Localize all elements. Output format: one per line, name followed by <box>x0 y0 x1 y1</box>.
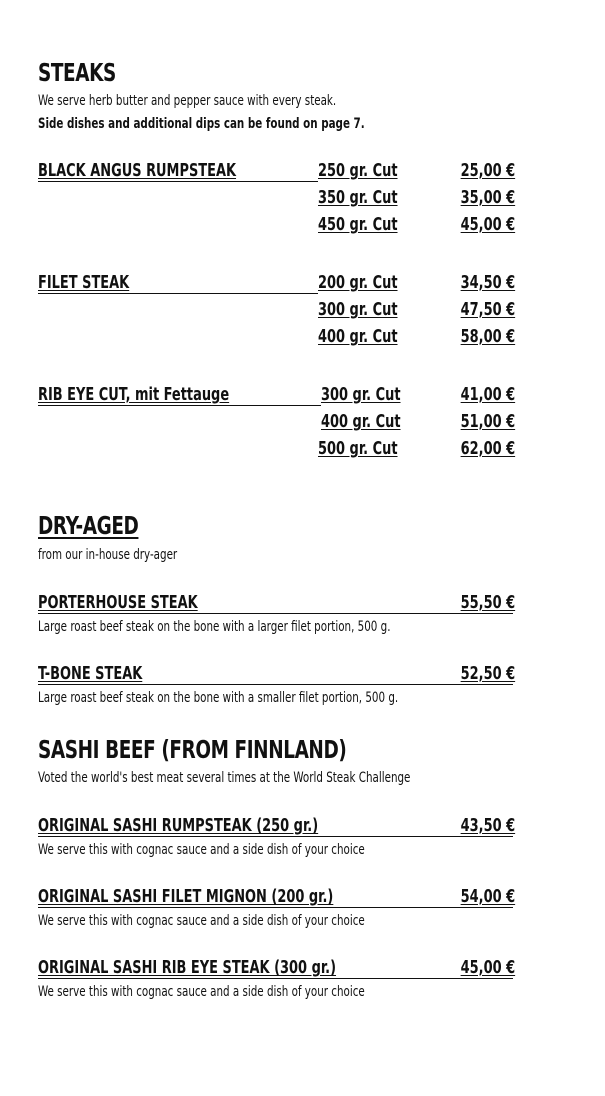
leader-rule <box>38 293 318 294</box>
steaks-intro-line-2: Side dishes and additional dips can be found on page 7. <box>38 116 365 132</box>
cut-label: 300 gr. Cut <box>321 384 401 405</box>
price: 58,00 € <box>460 326 515 347</box>
section-title-dry-aged: DRY-AGED <box>38 511 139 540</box>
leader-rule <box>38 978 513 979</box>
item-name-sashi-rumpsteak: ORIGINAL SASHI RUMPSTEAK (250 gr.) <box>38 815 319 836</box>
price: 47,50 € <box>460 299 515 320</box>
item-name-sashi-rib-eye: ORIGINAL SASHI RIB EYE STEAK (300 gr.) <box>38 957 337 978</box>
price: 41,00 € <box>460 384 515 405</box>
price: 34,50 € <box>460 272 515 293</box>
item-name-porterhouse: PORTERHOUSE STEAK <box>38 592 198 613</box>
cut-label: 300 gr. Cut <box>318 299 398 320</box>
leader-rule <box>38 613 513 614</box>
section-title-steaks: STEAKS <box>38 58 116 87</box>
price: 25,00 € <box>460 160 515 181</box>
price: 45,00 € <box>460 957 515 978</box>
leader-rule <box>38 836 513 837</box>
item-description: We serve this with cognac sauce and a side dish of your choice <box>38 984 365 1000</box>
item-description: Large roast beef steak on the bone with a larger filet portion, 500 g. <box>38 619 391 635</box>
item-name-filet-steak: FILET STEAK <box>38 272 130 293</box>
price: 52,50 € <box>460 663 515 684</box>
item-description: Large roast beef steak on the bone with a smaller filet portion, 500 g. <box>38 690 399 706</box>
cut-label: 250 gr. Cut <box>318 160 398 181</box>
cut-label: 200 gr. Cut <box>318 272 398 293</box>
steaks-intro-line-1: We serve herb butter and pepper sauce with every steak. <box>38 93 337 109</box>
cut-label: 400 gr. Cut <box>321 411 401 432</box>
price: 62,00 € <box>460 438 515 459</box>
price: 51,00 € <box>460 411 515 432</box>
sashi-intro: Voted the world's best meat several times at the World Steak Challenge <box>38 770 411 786</box>
cut-label: 400 gr. Cut <box>318 326 398 347</box>
price: 45,00 € <box>460 214 515 235</box>
cut-label: 450 gr. Cut <box>318 214 398 235</box>
cut-label: 500 gr. Cut <box>318 438 398 459</box>
dry-aged-intro: from our in-house dry-ager <box>38 547 178 563</box>
leader-rule <box>38 181 318 182</box>
leader-rule <box>38 405 321 406</box>
price: 55,50 € <box>460 592 515 613</box>
item-description: We serve this with cognac sauce and a side dish of your choice <box>38 913 365 929</box>
price: 35,00 € <box>460 187 515 208</box>
cut-label: 350 gr. Cut <box>318 187 398 208</box>
leader-rule <box>38 907 513 908</box>
price: 43,50 € <box>460 815 515 836</box>
item-description: We serve this with cognac sauce and a side dish of your choice <box>38 842 365 858</box>
item-name-black-angus: BLACK ANGUS RUMPSTEAK <box>38 160 237 181</box>
item-name-t-bone: T-BONE STEAK <box>38 663 143 684</box>
section-title-sashi-beef: SASHI BEEF (FROM FINNLAND) <box>38 735 347 764</box>
leader-rule <box>38 684 513 685</box>
item-name-rib-eye: RIB EYE CUT, mit Fettauge <box>38 384 230 405</box>
price: 54,00 € <box>460 886 515 907</box>
item-name-sashi-filet-mignon: ORIGINAL SASHI FILET MIGNON (200 gr.) <box>38 886 334 907</box>
